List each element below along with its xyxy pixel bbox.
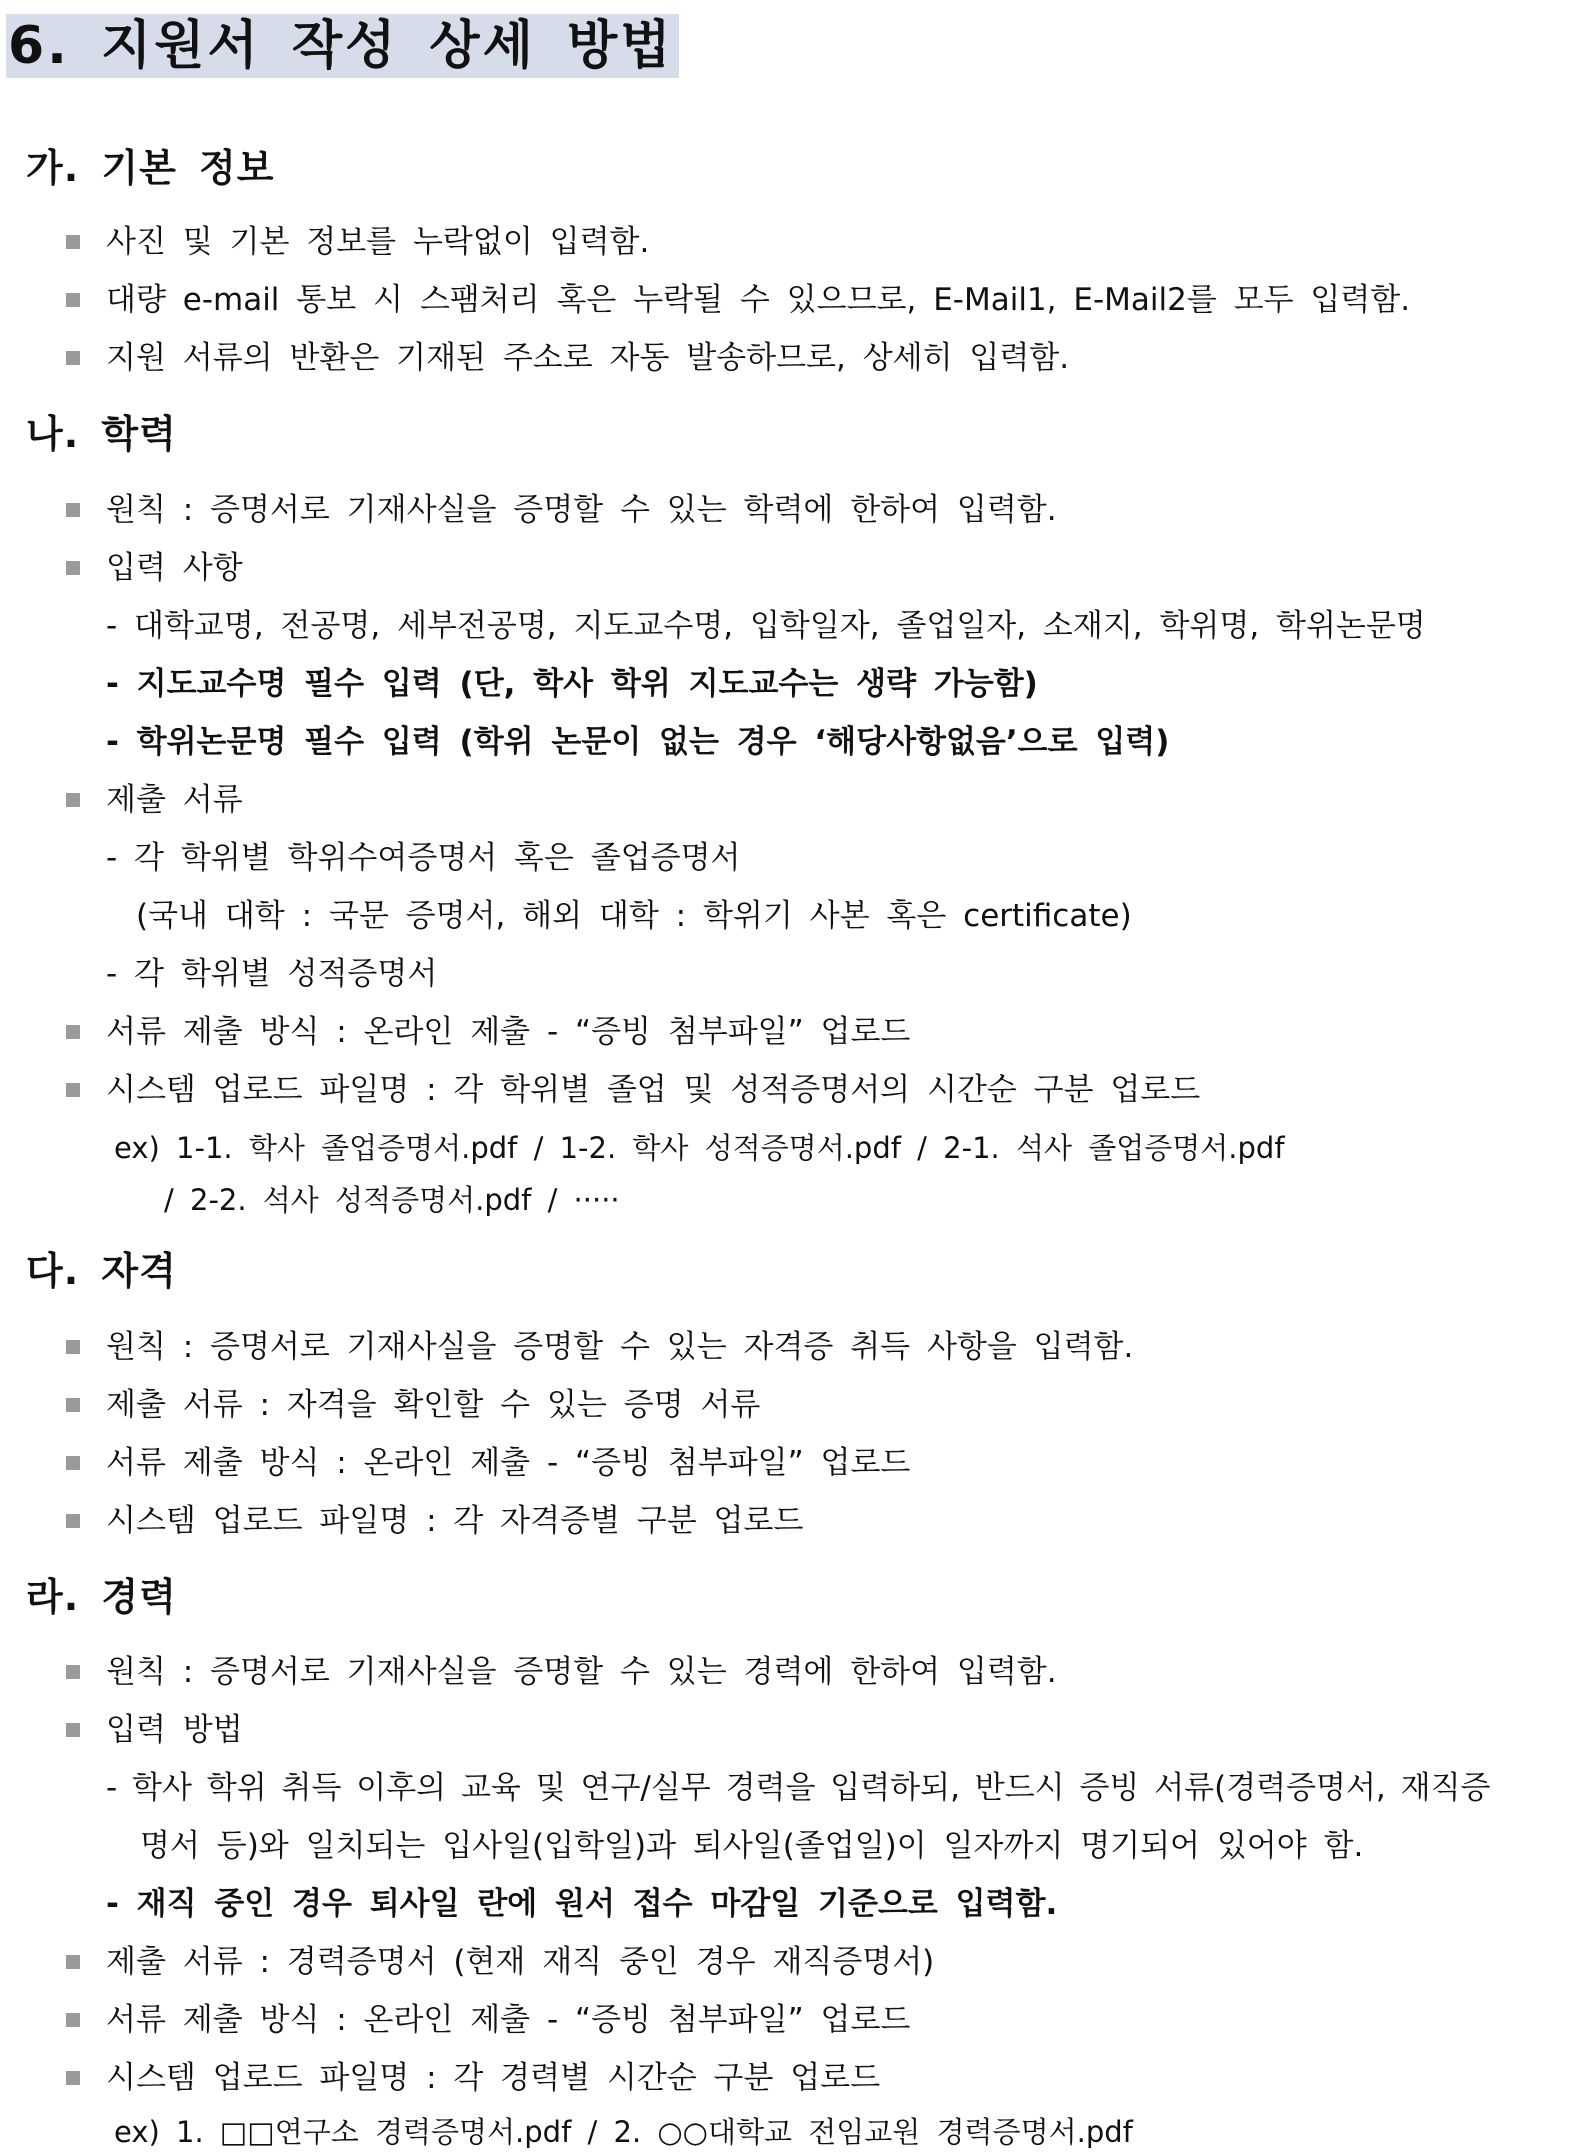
sub-item-emphasis: - 지도교수명 필수 입력 (단, 학사 학위 지도교수는 생략 가능함) bbox=[106, 666, 1038, 702]
sub-item-continuation: 명서 등)와 일치되는 입사일(입학일)과 퇴사일(졸업일)이 일자까지 명기되어 있어야 함. bbox=[140, 1828, 1364, 1864]
list-item: 서류 제출 방식 : 온라인 제출 - “증빙 첨부파일” 업로드 bbox=[106, 1014, 911, 1050]
square-bullet-icon bbox=[66, 2071, 80, 2085]
square-bullet-icon bbox=[66, 561, 80, 575]
list-item: 시스템 업로드 파일명 : 각 경력별 시간순 구분 업로드 bbox=[106, 2060, 881, 2096]
section-heading-career: 라. 경력 bbox=[26, 1575, 177, 1619]
square-bullet-icon bbox=[66, 503, 80, 517]
sub-item: - 각 학위별 학위수여증명서 혹은 졸업증명서 bbox=[106, 840, 741, 876]
square-bullet-icon bbox=[66, 1083, 80, 1097]
square-bullet-icon bbox=[66, 1723, 80, 1737]
list-item: 서류 제출 방식 : 온라인 제출 - “증빙 첨부파일” 업로드 bbox=[106, 2002, 911, 2038]
sub-item: - 대학교명, 전공명, 세부전공명, 지도교수명, 입학일자, 졸업일자, 소재지, 학위명, 학위논문명 bbox=[106, 608, 1426, 644]
square-bullet-icon bbox=[66, 1955, 80, 1969]
section-heading-qualification: 다. 자격 bbox=[26, 1249, 177, 1293]
sub-item: - 학사 학위 취득 이후의 교육 및 연구/실무 경력을 입력하되, 반드시 증빙 서류(경력증명서, 재직증 bbox=[106, 1770, 1491, 1806]
sub-item-emphasis: - 재직 중인 경우 퇴사일 란에 원서 접수 마감일 기준으로 입력함. bbox=[106, 1886, 1058, 1922]
square-bullet-icon bbox=[66, 351, 80, 365]
square-bullet-icon bbox=[66, 235, 80, 249]
square-bullet-icon bbox=[66, 2013, 80, 2027]
square-bullet-icon bbox=[66, 1025, 80, 1039]
square-bullet-icon bbox=[66, 1340, 80, 1354]
square-bullet-icon bbox=[66, 1514, 80, 1528]
square-bullet-icon bbox=[66, 1665, 80, 1679]
list-item: 원칙 : 증명서로 기재사실을 증명할 수 있는 학력에 한하여 입력함. bbox=[106, 492, 1057, 528]
list-item: 대량 e-mail 통보 시 스팸처리 혹은 누락될 수 있으므로, E-Mail1, E-Mail2를 모두 입력함. bbox=[106, 282, 1411, 318]
sub-item: - 각 학위별 성적증명서 bbox=[106, 956, 438, 992]
example-line: ex) 1. □□연구소 경력증명서.pdf / 2. ○○대학교 전임교원 경력증명서.pdf bbox=[114, 2115, 1133, 2149]
section-heading-basic-info: 가. 기본 정보 bbox=[26, 146, 275, 190]
list-item: 시스템 업로드 파일명 : 각 학위별 졸업 및 성적증명서의 시간순 구분 업로드 bbox=[106, 1072, 1201, 1108]
list-item: 입력 사항 bbox=[106, 550, 243, 586]
square-bullet-icon bbox=[66, 1456, 80, 1470]
list-item: 제출 서류 : 경력증명서 (현재 재직 중인 경우 재직증명서) bbox=[106, 1944, 935, 1980]
square-bullet-icon bbox=[66, 793, 80, 807]
example-line: ex) 1-1. 학사 졸업증명서.pdf / 1-2. 학사 성적증명서.pdf / 2-1. 석사 졸업증명서.pdf bbox=[114, 1131, 1285, 1165]
list-item: 서류 제출 방식 : 온라인 제출 - “증빙 첨부파일” 업로드 bbox=[106, 1445, 911, 1481]
list-item: 시스템 업로드 파일명 : 각 자격증별 구분 업로드 bbox=[106, 1503, 804, 1539]
section-heading-education: 나. 학력 bbox=[26, 412, 177, 456]
page-title: 6. 지원서 작성 상세 방법 bbox=[6, 14, 679, 78]
square-bullet-icon bbox=[66, 293, 80, 307]
sub-item-note: (국내 대학 : 국문 증명서, 해외 대학 : 학위기 사본 혹은 certificate) bbox=[136, 898, 1132, 934]
list-item: 제출 서류 : 자격을 확인할 수 있는 증명 서류 bbox=[106, 1387, 761, 1423]
square-bullet-icon bbox=[66, 1398, 80, 1412]
list-item: 사진 및 기본 정보를 누락없이 입력함. bbox=[106, 224, 650, 260]
list-item: 입력 방법 bbox=[106, 1712, 243, 1748]
example-line: / 2-2. 석사 성적증명서.pdf / ····· bbox=[164, 1183, 620, 1217]
list-item: 원칙 : 증명서로 기재사실을 증명할 수 있는 경력에 한하여 입력함. bbox=[106, 1654, 1057, 1690]
list-item: 제출 서류 bbox=[106, 782, 243, 818]
list-item: 지원 서류의 반환은 기재된 주소로 자동 발송하므로, 상세히 입력함. bbox=[106, 340, 1070, 376]
sub-item-emphasis: - 학위논문명 필수 입력 (학위 논문이 없는 경우 ‘해당사항없음’으로 입력) bbox=[106, 724, 1170, 760]
list-item: 원칙 : 증명서로 기재사실을 증명할 수 있는 자격증 취득 사항을 입력함. bbox=[106, 1329, 1134, 1365]
